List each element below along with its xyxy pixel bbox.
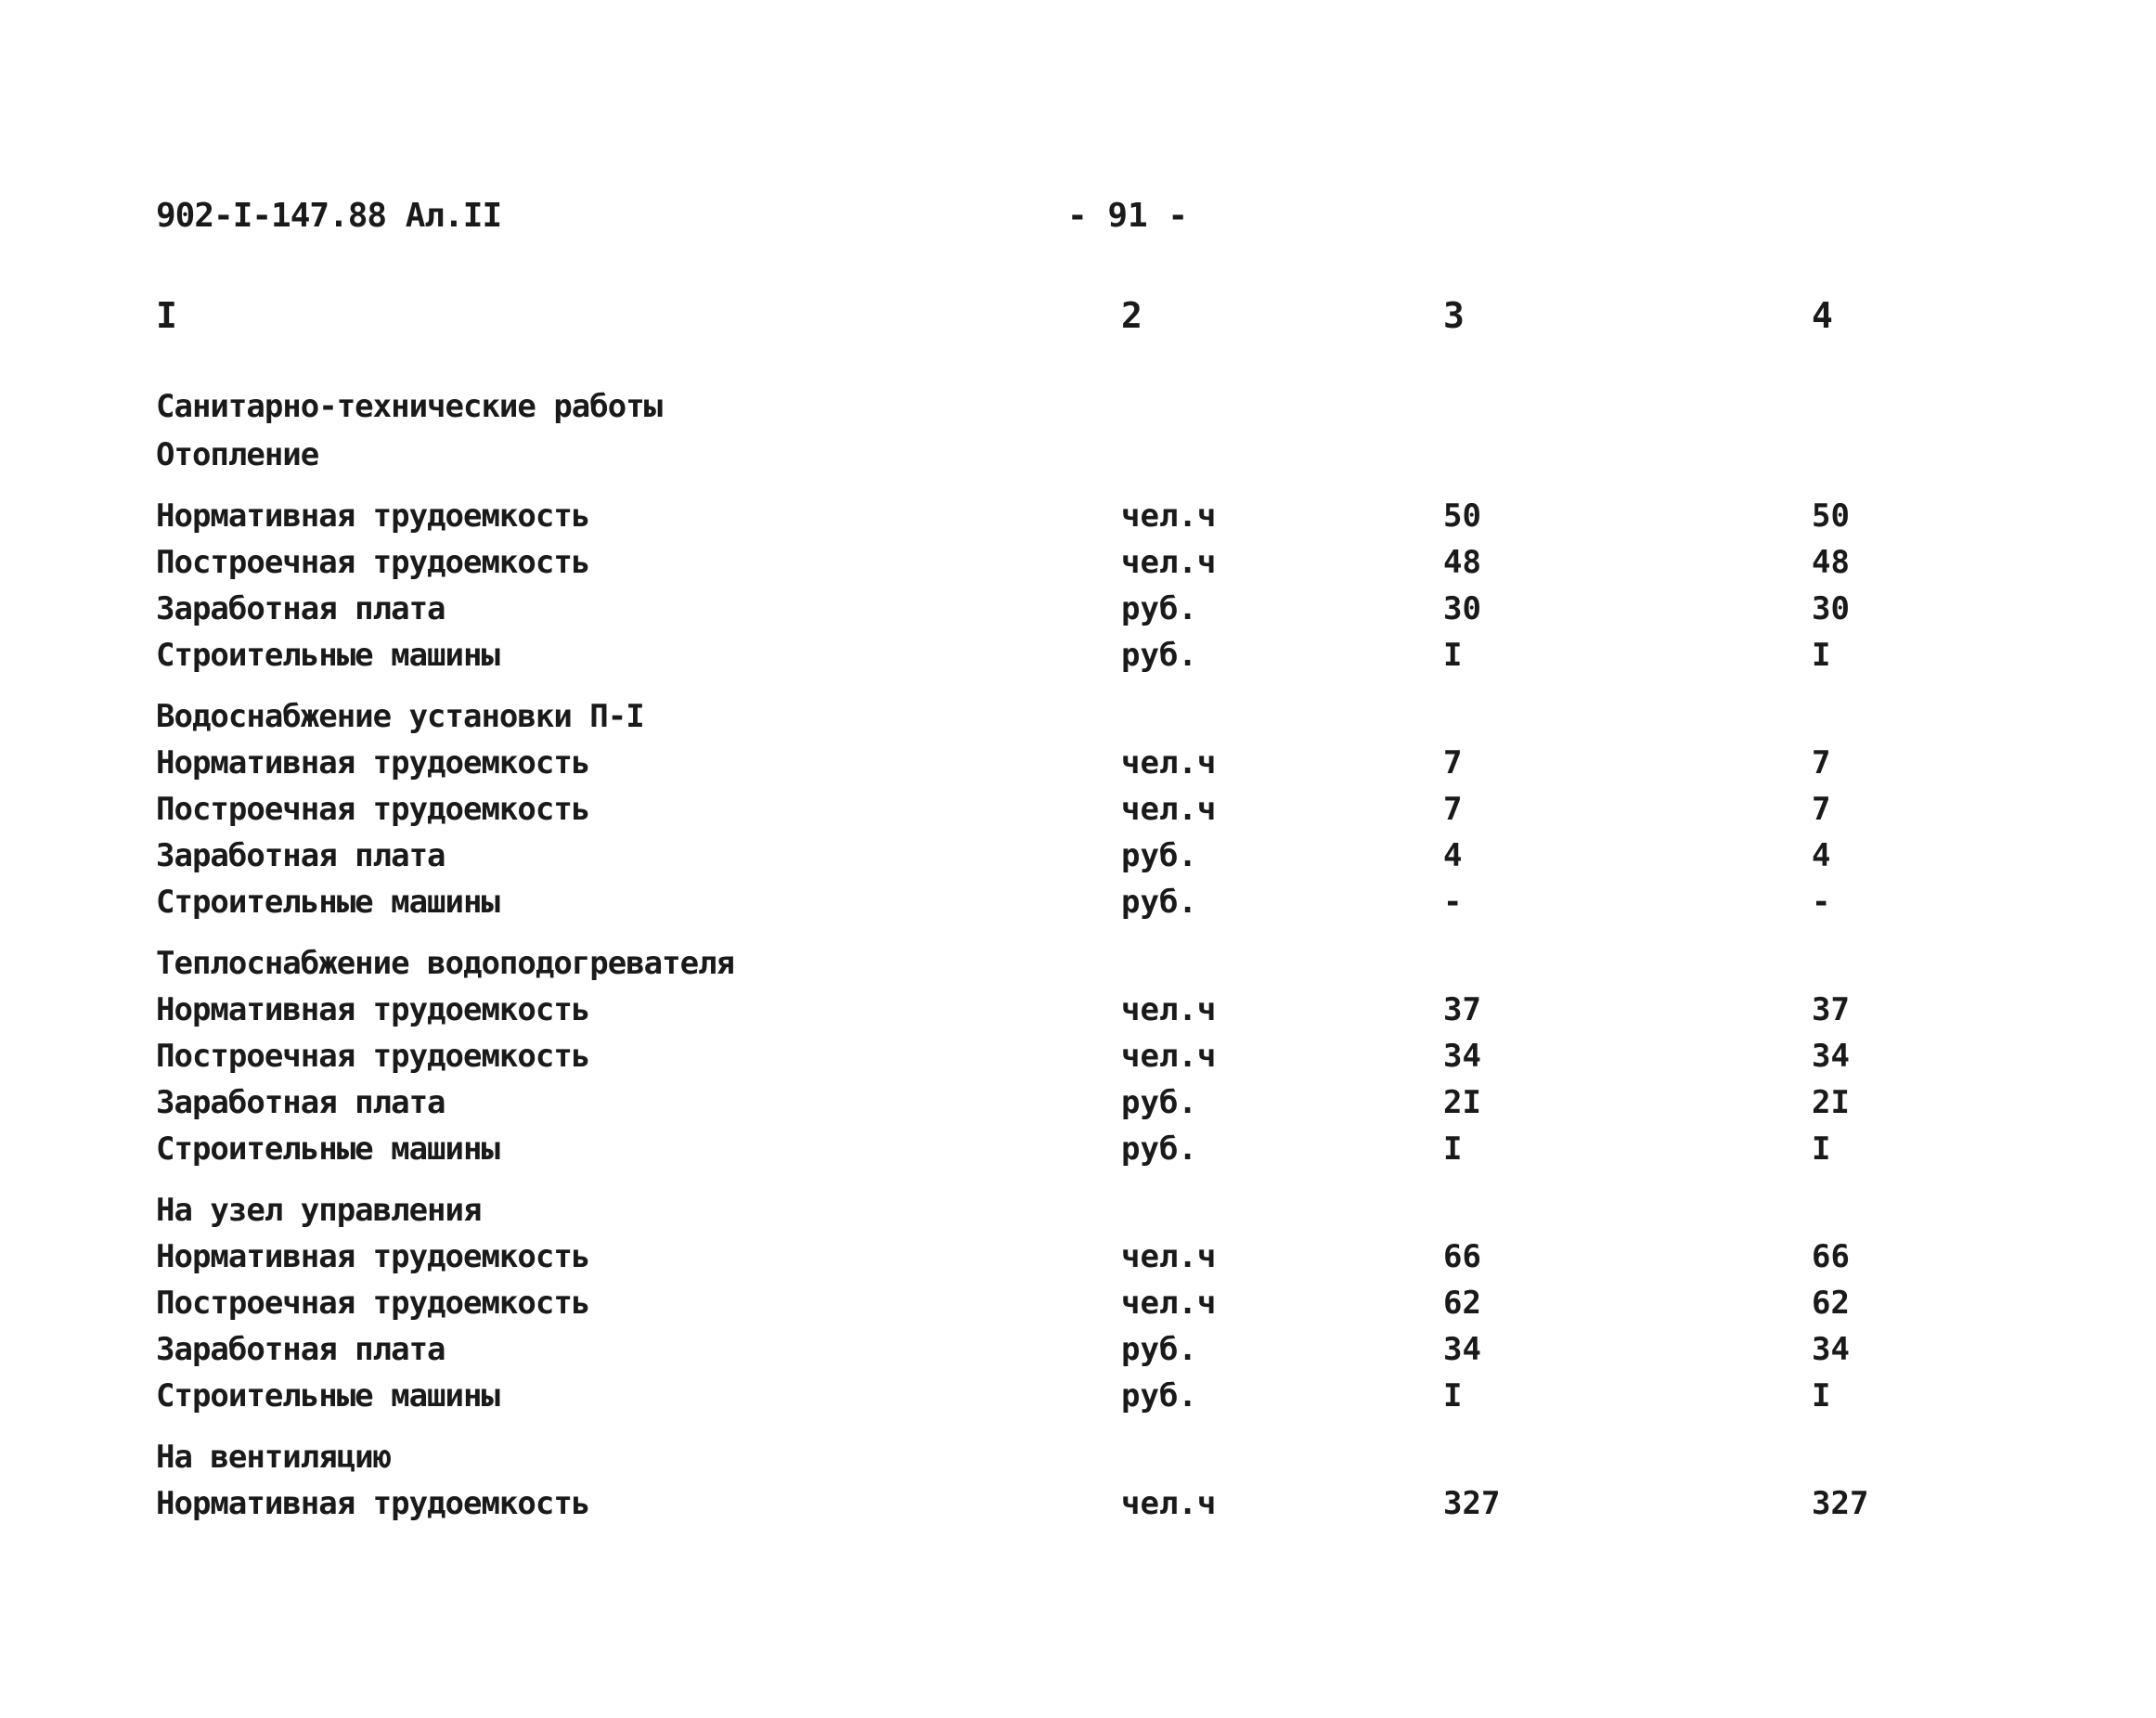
row-value-col4: 327	[1812, 1485, 1869, 1522]
row-label: Построечная трудоемкость	[156, 544, 590, 581]
row-value-col4: 66	[1812, 1238, 1850, 1275]
row-unit: чел.ч	[1121, 1238, 1217, 1275]
row-value-col4: 37	[1812, 991, 1850, 1028]
row-value-col4: I	[1812, 637, 1831, 674]
row-value-col4: -	[1812, 884, 1831, 921]
row-value-col3: 30	[1443, 590, 1481, 627]
row-value-col3: 7	[1443, 744, 1463, 781]
row-value-col3: I	[1443, 1377, 1463, 1414]
table-row	[0, 497, 2156, 544]
table-row	[0, 744, 2156, 791]
row-label: Нормативная трудоемкость	[156, 1238, 590, 1275]
table-row	[0, 1331, 2156, 1377]
row-label: Нормативная трудоемкость	[156, 991, 590, 1028]
table-row	[0, 1439, 2156, 1485]
row-label: Отопление	[156, 436, 319, 473]
table-row	[0, 991, 2156, 1038]
table-row	[0, 590, 2156, 637]
row-value-col3: 37	[1443, 991, 1481, 1028]
row-unit: чел.ч	[1121, 544, 1217, 581]
row-unit: руб.	[1121, 884, 1197, 921]
row-label: Нормативная трудоемкость	[156, 497, 590, 535]
row-value-col3: 34	[1443, 1331, 1481, 1368]
table-row	[0, 1084, 2156, 1130]
row-unit: руб.	[1121, 1377, 1197, 1414]
row-label: Строительные машины	[156, 1377, 499, 1414]
row-value-col4: 62	[1812, 1285, 1850, 1322]
table-row	[0, 1238, 2156, 1285]
row-value-col4: 2I	[1812, 1084, 1850, 1121]
table-row	[0, 544, 2156, 590]
table-row	[0, 945, 2156, 991]
table-row	[0, 436, 2156, 483]
row-unit: чел.ч	[1121, 1285, 1217, 1322]
row-label: Заработная плата	[156, 1084, 445, 1121]
column-header-2: 2	[1121, 295, 1143, 336]
table-row	[0, 1485, 2156, 1531]
table-row	[0, 1377, 2156, 1424]
row-unit: руб.	[1121, 590, 1197, 627]
row-unit: руб.	[1121, 837, 1197, 874]
row-unit: чел.ч	[1121, 1038, 1217, 1075]
row-value-col4: 7	[1812, 791, 1831, 828]
row-value-col4: 34	[1812, 1038, 1850, 1075]
row-label: Заработная плата	[156, 837, 445, 874]
row-value-col3: 66	[1443, 1238, 1481, 1275]
row-label: На узел управления	[156, 1192, 482, 1229]
row-value-col4: 48	[1812, 544, 1850, 581]
row-label: Заработная плата	[156, 1331, 445, 1368]
row-value-col3: 2I	[1443, 1084, 1481, 1121]
row-value-col3: -	[1443, 884, 1463, 921]
row-unit: руб.	[1121, 1084, 1197, 1121]
row-label: Строительные машины	[156, 637, 499, 674]
row-label: Нормативная трудоемкость	[156, 744, 590, 781]
row-value-col4: I	[1812, 1130, 1831, 1168]
row-label: Заработная плата	[156, 590, 445, 627]
row-value-col3: I	[1443, 637, 1463, 674]
row-value-col4: 34	[1812, 1331, 1850, 1368]
row-label: Построечная трудоемкость	[156, 791, 590, 828]
row-label: Построечная трудоемкость	[156, 1038, 590, 1075]
row-value-col3: 50	[1443, 497, 1481, 535]
row-label: Строительные машины	[156, 1130, 499, 1168]
row-value-col3: 48	[1443, 544, 1481, 581]
row-value-col3: 4	[1443, 837, 1463, 874]
table-row	[0, 637, 2156, 683]
table-row	[0, 884, 2156, 930]
table-row	[0, 791, 2156, 837]
page-number: - 91 -	[1067, 197, 1189, 235]
row-label: Строительные машины	[156, 884, 499, 921]
document-code: 902-I-147.88 Ал.II	[156, 197, 502, 235]
row-label: На вентиляцию	[156, 1439, 392, 1476]
table-row	[0, 698, 2156, 744]
table-row	[0, 1038, 2156, 1084]
row-value-col3: 327	[1443, 1485, 1501, 1522]
row-value-col4: 30	[1812, 590, 1850, 627]
row-unit: чел.ч	[1121, 1485, 1217, 1522]
row-label: Теплоснабжение водоподогревателя	[156, 945, 735, 982]
table-row	[0, 1285, 2156, 1331]
table-row	[0, 1130, 2156, 1177]
row-unit: руб.	[1121, 1130, 1197, 1168]
row-label: Санитарно-технические работы	[156, 388, 663, 425]
row-label: Нормативная трудоемкость	[156, 1485, 590, 1522]
table-row	[0, 837, 2156, 884]
row-unit: чел.ч	[1121, 497, 1217, 535]
column-header-1: I	[156, 295, 177, 336]
row-label: Построечная трудоемкость	[156, 1285, 590, 1322]
column-header-4: 4	[1812, 295, 1833, 336]
row-label: Водоснабжение установки П-I	[156, 698, 644, 735]
row-unit: чел.ч	[1121, 744, 1217, 781]
row-value-col3: 34	[1443, 1038, 1481, 1075]
row-unit: руб.	[1121, 1331, 1197, 1368]
row-value-col3: 7	[1443, 791, 1463, 828]
row-unit: руб.	[1121, 637, 1197, 674]
table-row	[0, 1192, 2156, 1238]
row-value-col3: I	[1443, 1130, 1463, 1168]
row-value-col4: 7	[1812, 744, 1831, 781]
row-value-col3: 62	[1443, 1285, 1481, 1322]
table-row	[0, 388, 2156, 434]
column-header-3: 3	[1443, 295, 1465, 336]
row-value-col4: I	[1812, 1377, 1831, 1414]
row-value-col4: 4	[1812, 837, 1831, 874]
row-value-col4: 50	[1812, 497, 1850, 535]
row-unit: чел.ч	[1121, 991, 1217, 1028]
row-unit: чел.ч	[1121, 791, 1217, 828]
